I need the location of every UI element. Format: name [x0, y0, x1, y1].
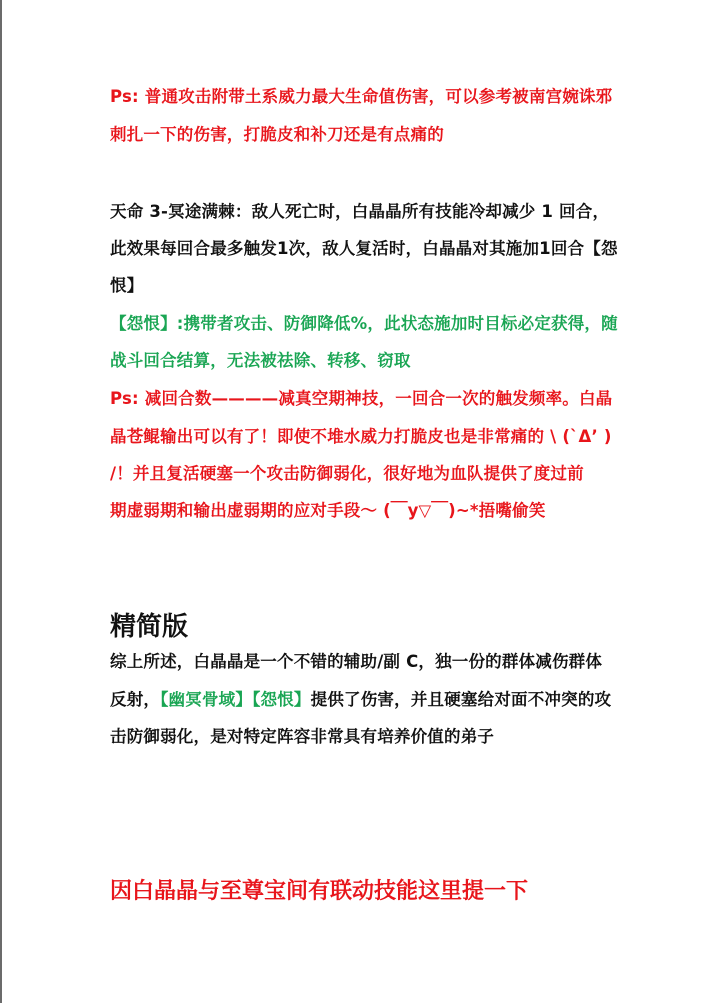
summary-line-1: 综上所述，白晶晶是一个不错的辅助/副 C，独一份的群体减伤群体	[110, 652, 603, 671]
linkage-heading: 因白晶晶与至尊宝间有联动技能这里提一下	[110, 879, 529, 904]
summary-heading: 精简版	[110, 612, 189, 642]
summary-line-2	[110, 681, 611, 719]
ps2-line-1: Ps: 减回合数————减真空期神技，一回合一次的触发频率。白晶	[110, 389, 613, 408]
ps1-line-1: Ps: 普通攻击附带土系威力最大生命值伤害，可以参考被南宫婉诛邪	[110, 87, 613, 106]
ps2-line-2: 晶苍鲲输出可以有了！即使不堆水威力打脆皮也是非常痛的 \ (`Δ’ )	[110, 427, 612, 446]
fate3-line-2: 此效果每回合最多触发1次，敌人复活时，白晶晶对其施加1回合【怨	[110, 239, 618, 258]
resent-line-1: 【怨恨】:携带者攻击、防御降低%，此状态施加时目标必定获得，随	[110, 314, 618, 333]
summary-line-2-suffix: 提供了伤害，并且硬塞给对面不冲突的攻	[310, 690, 612, 709]
tag-netherbone-domain: 【幽冥骨域】	[160, 690, 253, 709]
summary-line-3: 击防御弱化，是对特定阵容非常具有培养价值的弟子	[110, 727, 495, 746]
resent-line-2: 战斗回合结算，无法被祛除、转移、窃取	[110, 351, 411, 370]
tag-resentment: 【怨恨】	[252, 690, 311, 709]
ps1-line-2: 刺扎一下的伤害，打脆皮和补刀还是有点痛的	[110, 125, 444, 144]
page-left-edge	[0, 0, 2, 1003]
fate3-line-1: 天命 3-冥途满棘：敌人死亡时，白晶晶所有技能冷却减少 1 回合，	[110, 202, 610, 221]
ps2-line-3: /！并且复活硬塞一个攻击防御弱化，很好地为血队提供了度过前	[110, 464, 584, 483]
fate3-line-3: 恨】	[110, 276, 144, 295]
ps2-line-4: 期虚弱期和输出虚弱期的应对手段～ (￣y▽￣)~*捂嘴偷笑	[110, 501, 546, 520]
summary-line-2-prefix: 反射，	[110, 690, 161, 709]
